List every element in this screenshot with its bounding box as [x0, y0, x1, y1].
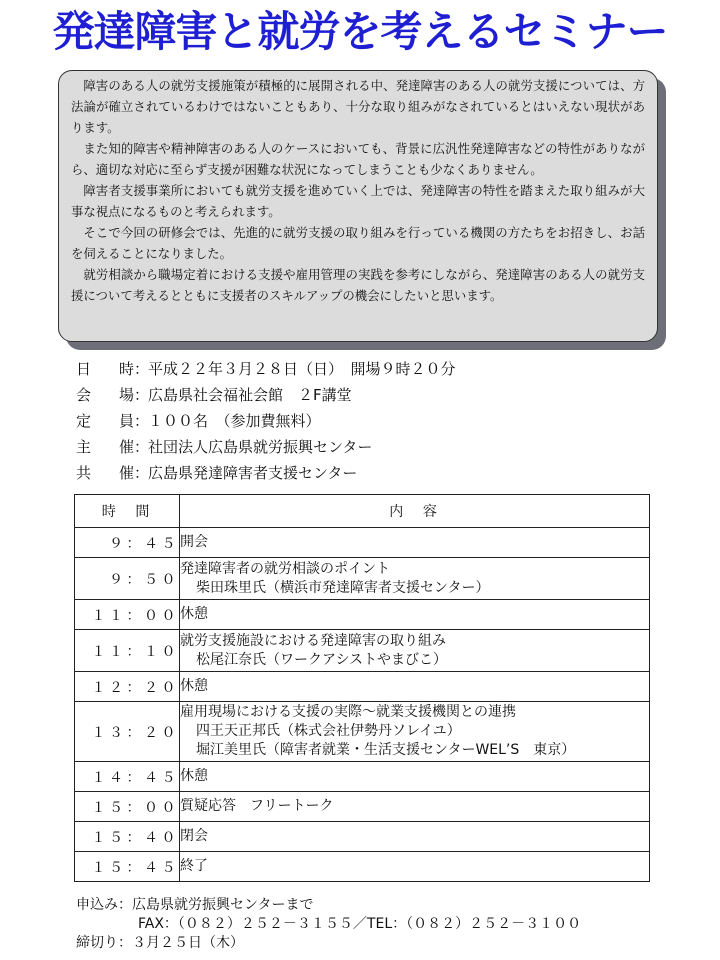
apply-label: 申込み： — [76, 897, 132, 913]
content-column-header: 内 容 — [180, 495, 650, 528]
schedule-content: 閉会 — [180, 822, 650, 852]
speaker: 松尾江奈氏（ワークアシストやまびこ） — [196, 651, 448, 668]
deadline-date: ３月２５日（木） — [132, 935, 244, 951]
speaker: 柴田珠里氏（横浜市発達障害者支援センター） — [196, 579, 490, 596]
schedule-time: １２：２０ — [75, 672, 180, 702]
intro-paragraph: そこで今回の研修会では、先進的に就労支援の取り組みを行っている機関の方たちをお招きし、お話を伺えることになりました。 — [71, 225, 645, 261]
apply-line — [76, 896, 581, 915]
schedule-content: 開会 — [180, 528, 650, 558]
schedule-table — [74, 494, 650, 882]
info-row-capacity — [76, 408, 456, 434]
info-separator: ： — [134, 386, 150, 404]
info-row-organizer — [76, 434, 456, 460]
speaker: 堀江美里氏（障害者就業・生活支援センターWEL’S 東京） — [196, 742, 576, 758]
schedule-time: １３：２０ — [75, 702, 180, 762]
schedule-content: 質疑応答 フリートーク — [180, 792, 650, 822]
info-value: １００名 （参加費無料） — [148, 412, 321, 430]
contact-numbers: FAX：（０８２）２５２－３１５５／TEL：（０８２）２５２－３１００ — [138, 916, 582, 932]
schedule-content: 終了 — [180, 852, 650, 882]
info-separator: ： — [134, 438, 150, 456]
schedule-time: １５：００ — [75, 792, 180, 822]
info-row-datetime — [76, 356, 456, 382]
schedule-row — [75, 558, 650, 600]
speaker: 四王天正邦氏（株式会社伊勢丹ソレイユ） — [196, 723, 461, 739]
schedule-row — [75, 528, 650, 558]
info-separator: ： — [134, 412, 150, 430]
page-title: 発達障害と就労を考えるセミナー — [52, 7, 668, 56]
info-label: 定 員 — [76, 412, 134, 430]
deadline-line — [76, 934, 581, 953]
application-info — [76, 896, 581, 953]
intro-paragraph: 障害者支援事業所においても就労支援を進めていく上では、発達障害の特性を踏まえた取り組みが大事な視点になるものと考えられます。 — [71, 183, 645, 219]
schedule-content: 就労支援施設における発達障害の取り組み 松尾江奈氏（ワークアシストやまびこ） — [180, 630, 650, 672]
intro-paragraph: 就労相談から職場定着における支援や雇用管理の実践を参考にしながら、発達障害のある人の就労支援について考えるとともに支援者のスキルアップの機会にしたいと思います。 — [71, 267, 645, 303]
schedule-content: 休憩 — [180, 762, 650, 792]
info-value: 広島県社会福祉会館 ２F講堂 — [148, 386, 352, 404]
deadline-label: 締切り： — [76, 935, 132, 951]
schedule-time: １１：１０ — [75, 630, 180, 672]
schedule-row — [75, 822, 650, 852]
schedule-row — [75, 702, 650, 762]
schedule-time: ９：５０ — [75, 558, 180, 600]
intro-paragraph: 障害のある人の就労支援施策が積極的に展開される中、発達障害のある人の就労支援については、方法論が確立されているわけではないこともあり、十分な取り組みがなされているとはいえない現状があります。 — [71, 78, 645, 135]
schedule-time: １４：４５ — [75, 762, 180, 792]
schedule-row — [75, 792, 650, 822]
info-row-venue — [76, 382, 456, 408]
schedule-row — [75, 630, 650, 672]
apply-to: 広島県就労振興センターまで — [132, 897, 314, 913]
schedule-time: １５：４５ — [75, 852, 180, 882]
schedule-content: 休憩 — [180, 672, 650, 702]
schedule-content: 休憩 — [180, 600, 650, 630]
intro-box — [58, 70, 658, 342]
info-value: 平成２２年３月２８日（日） 開場９時２０分 — [148, 360, 456, 378]
intro-paragraph: また知的障害や精神障害のある人のケースにおいても、背景に広汎性発達障害などの特性がありながら、適切な対応に至らず支援が困難な状況になってしまうことも少なくありません。 — [71, 141, 645, 177]
event-info — [76, 356, 456, 486]
info-label: 日 時 — [76, 360, 134, 378]
schedule-time: ９：４５ — [75, 528, 180, 558]
schedule-content: 雇用現場における支援の実際～就業支援機関との連携 四王天正邦氏（株式会社伊勢丹ソレイユ） 堀江美里氏（障害者就業・生活支援センターWEL’S 東京） — [180, 702, 650, 762]
schedule-row — [75, 852, 650, 882]
info-value: 社団法人広島県就労振興センター — [148, 438, 373, 456]
info-separator: ： — [134, 360, 150, 378]
schedule-time: １１：００ — [75, 600, 180, 630]
info-label: 会 場 — [76, 386, 134, 404]
schedule-row — [75, 600, 650, 630]
info-label: 共 催 — [76, 464, 134, 482]
info-row-cosponsor — [76, 460, 456, 486]
info-value: 広島県発達障害者支援センター — [148, 464, 358, 482]
info-separator: ： — [134, 464, 150, 482]
schedule-row — [75, 672, 650, 702]
schedule-time: １５：４０ — [75, 822, 180, 852]
time-column-header: 時 間 — [75, 495, 180, 528]
info-label: 主 催 — [76, 438, 134, 456]
schedule-row — [75, 762, 650, 792]
schedule-header-row — [75, 495, 650, 528]
schedule-content: 発達障害者の就労相談のポイント 柴田珠里氏（横浜市発達障害者支援センター） — [180, 558, 650, 600]
